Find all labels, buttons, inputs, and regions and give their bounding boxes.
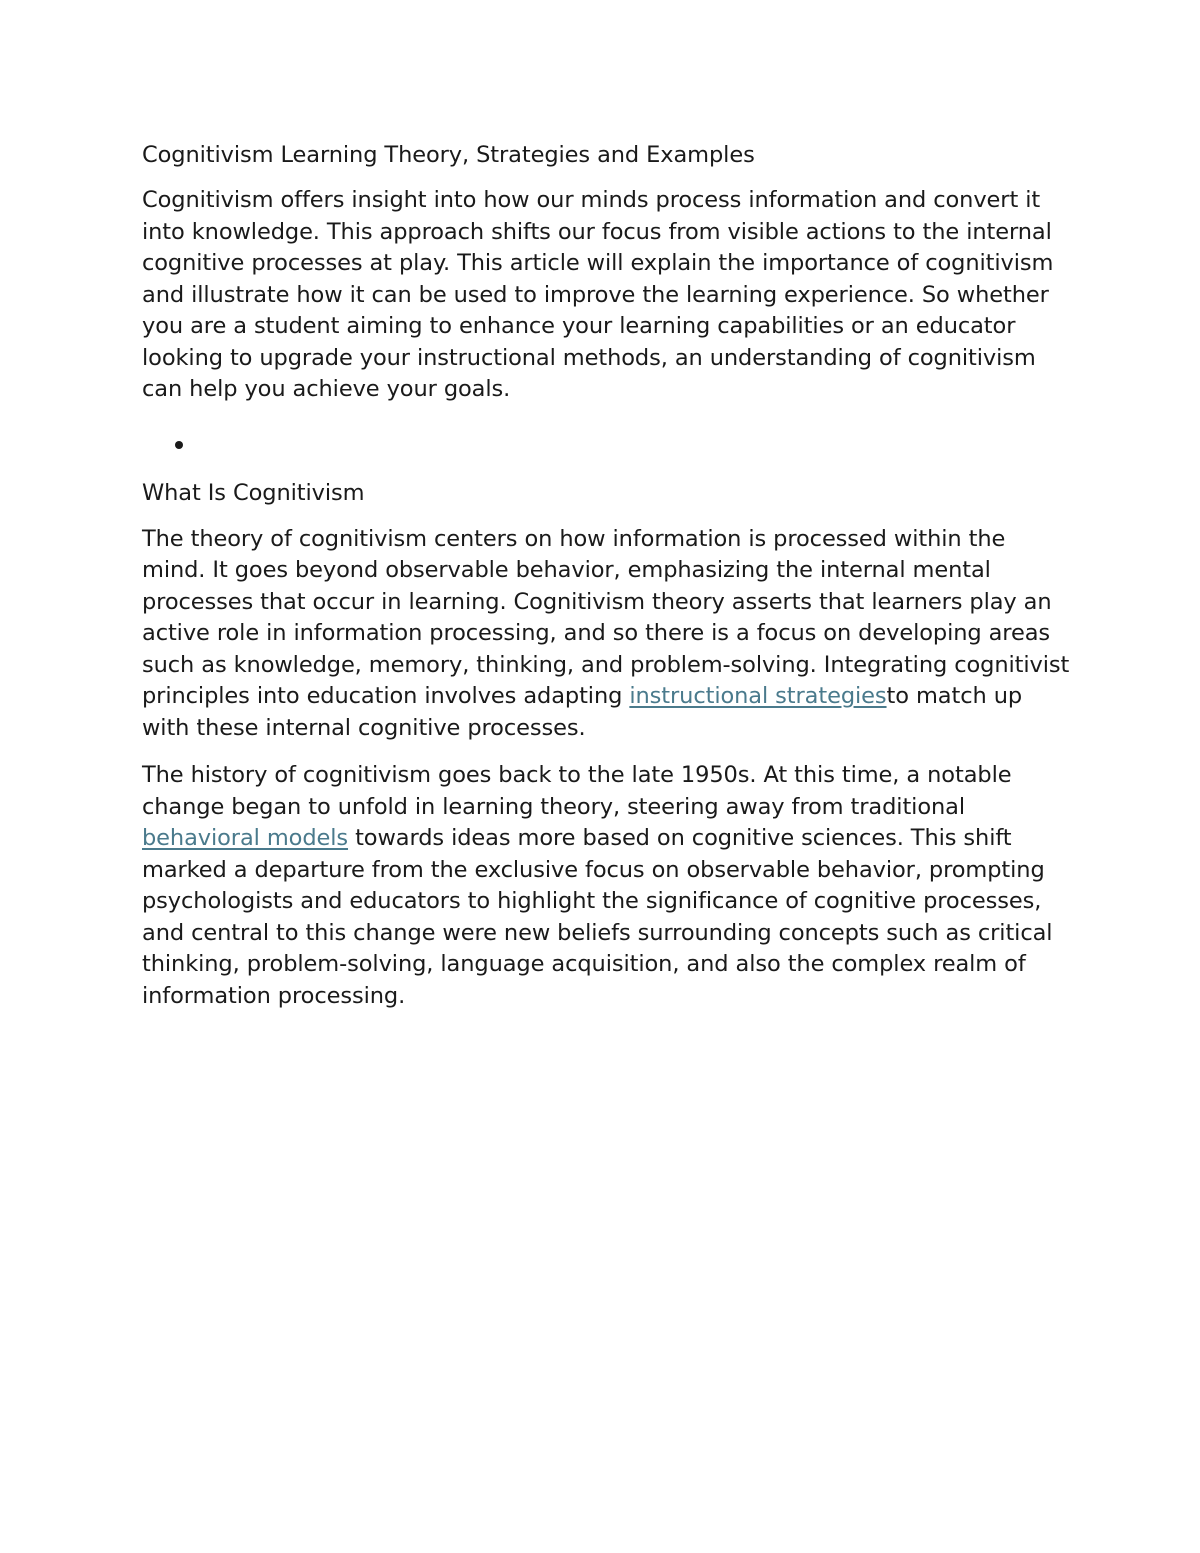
definition-text-end: to match up with these internal cognitive processes. (142, 683, 1023, 741)
history-text-start: The history of cognitivism goes back to the late 1950s. At this time, a notable change began to unfold in learning theory, steering away from traditional (142, 762, 1012, 820)
history-text-end: towards ideas more based on cognitive sciences. This shift marked a departure from the exclusive focus on observable behavior, prompting psychologists and educators to highlight the significance of cognitive processes, and central to this change were new beliefs surrounding concepts such as critical thinking, problem-solving, language acquisition, and also the complex realm of information processing. (142, 825, 1053, 1009)
definition-text-start: The theory of cognitivism centers on how information is processed within the mind. It goes beyond observable behavior, emphasizing the internal mental processes that occur in learning. Cognitivism theory asserts that learners play an active role in information processing, and so there is a focus on developing areas such as knowledge, memory, thinking, and problem-solving. Integrating cognitivist principles into education involves adapting (142, 525, 1070, 709)
history-paragraph (142, 760, 1072, 1012)
intro-paragraph: Cognitivism offers insight into how our minds process information and convert it into knowledge. This approach shifts our focus from visible actions to the internal cognitive processes at play. This article will explain the importance of cognitivism and illustrate how it can be used to improve the learning experience. So whether you are a student aiming to enhance your learning capabilities or an educator looking to upgrade your instructional methods, an understanding of cognitivism can help you achieve your goals. (142, 187, 1054, 402)
section-heading: What Is Cognitivism (142, 479, 365, 506)
document-title: Cognitivism Learning Theory, Strategies and Examples (142, 142, 755, 168)
instructional-strategies-link[interactable]: instructional strategies (629, 683, 887, 709)
empty-bullet-list (142, 422, 1072, 476)
definition-paragraph (142, 524, 1072, 745)
behavioral-models-link[interactable]: behavioral models (142, 825, 349, 851)
document-content (142, 138, 1072, 1028)
bullet-point (175, 441, 183, 449)
